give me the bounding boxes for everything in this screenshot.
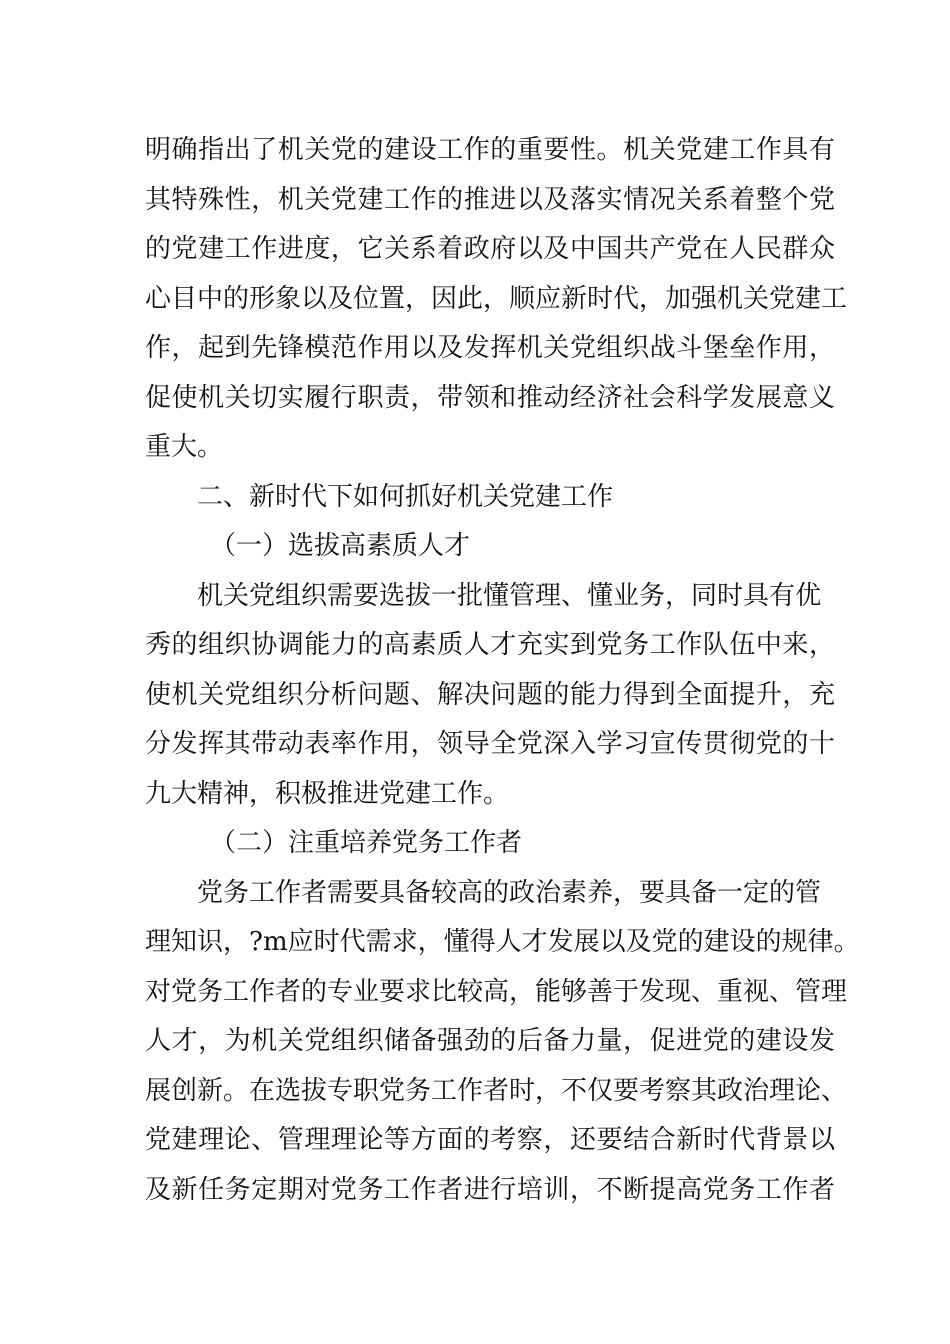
subsection-heading: （二）注重培养党务工作者 — [210, 828, 523, 858]
paragraph-line: 及新任务定期对党务工作者进行培训，不断提高党务工作者 — [145, 1175, 835, 1205]
paragraph-line: 使机关党组织分析问题、解决问题的能力得到全面提升，充 — [145, 680, 835, 710]
paragraph-line: 党建理论、管理理论等方面的考察，还要结合新时代背景以 — [145, 1125, 835, 1155]
paragraph-line: 展创新。在选拔专职党务工作者时，不仅要考察其政治理论、 — [145, 1076, 848, 1106]
subsection-heading: （一）选拔高素质人才 — [210, 531, 471, 561]
paragraph-line: 党务工作者需要具备较高的政治素养，要具备一定的管 — [197, 878, 822, 908]
paragraph-line: 九大精神，积极推进党建工作。 — [145, 779, 510, 809]
paragraph-line: 促使机关切实履行职责，带领和推动经济社会科学发展意义 — [145, 383, 835, 413]
paragraph-line: 机关党组织需要选拔一批懂管理、懂业务，同时具有优 — [197, 581, 822, 611]
paragraph-line: 理知识，?m应时代需求，懂得人才发展以及党的建设的规律。 — [145, 927, 860, 957]
paragraph-line: 对党务工作者的专业要求比较高，能够善于发现、重视、管理 — [145, 977, 848, 1007]
paragraph-line: 秀的组织协调能力的高素质人才充实到党务工作队伍中来， — [145, 630, 835, 660]
paragraph-line: 分发挥其带动表率作用，领导全党深入学习宣传贯彻党的十 — [145, 729, 835, 759]
paragraph-line: 其特殊性，机关党建工作的推进以及落实情况关系着整个党 — [145, 185, 835, 215]
paragraph-line: 作，起到先锋模范作用以及发挥机关党组织战斗堡垒作用， — [145, 333, 835, 363]
paragraph-line: 重大。 — [145, 432, 224, 462]
section-heading: 二、新时代下如何抓好机关党建工作 — [197, 482, 614, 512]
paragraph-line: 明确指出了机关党的建设工作的重要性。机关党建工作具有 — [145, 135, 835, 165]
paragraph-line: 心目中的形象以及位置，因此，顺应新时代，加强机关党建工 — [145, 284, 848, 314]
paragraph-line: 人才，为机关党组织储备强劲的后备力量，促进党的建设发 — [145, 1026, 835, 1056]
paragraph-line: 的党建工作进度，它关系着政府以及中国共产党在人民群众 — [145, 234, 835, 264]
